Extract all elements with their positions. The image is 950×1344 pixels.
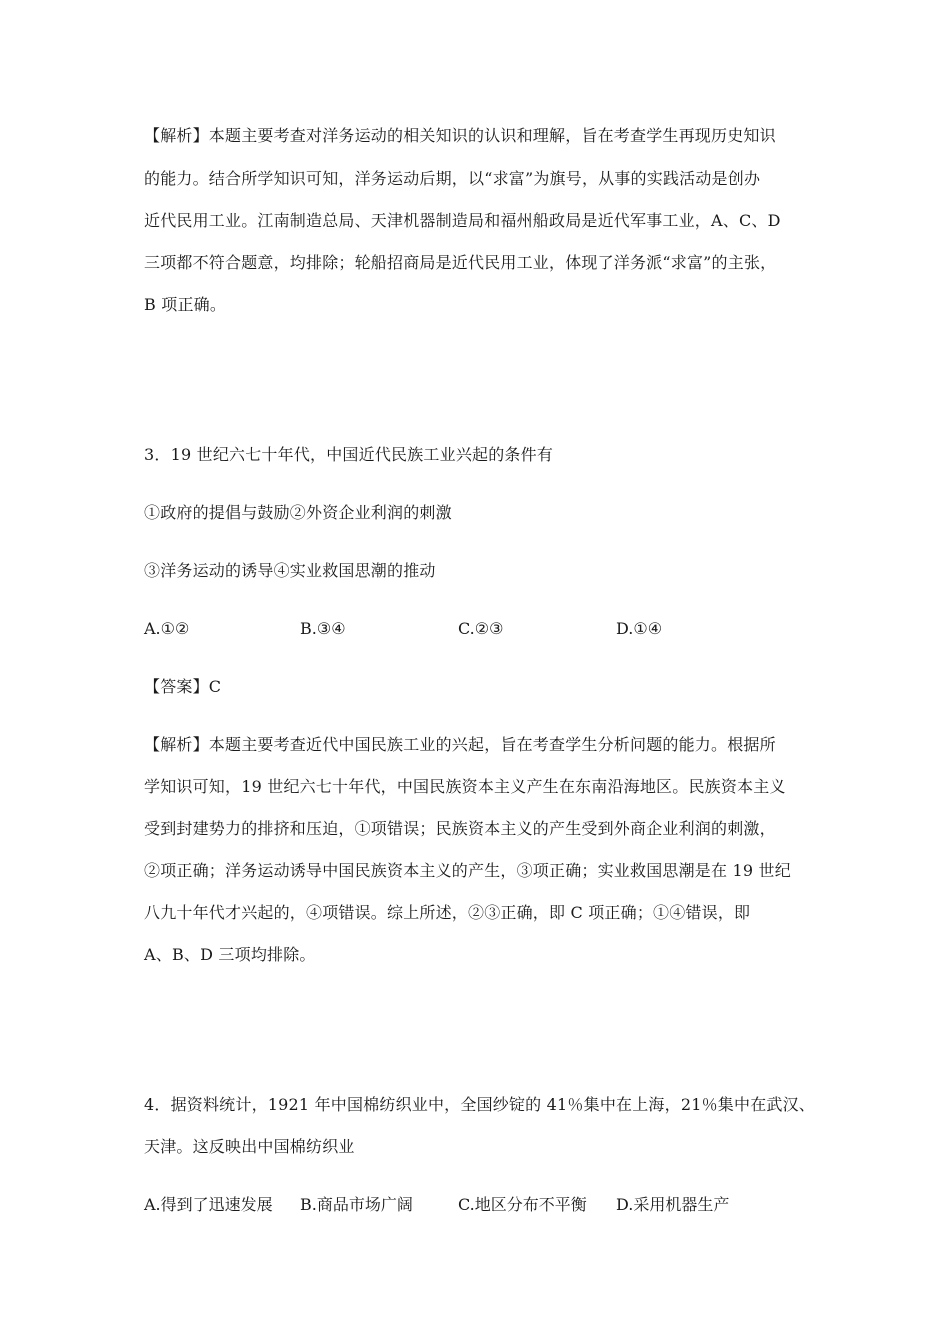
q2-analysis-line: 的能力。结合所学知识可知，洋务运动后期，以“求富”为旗号，从事的实践活动是创办 — [144, 169, 761, 188]
q4-stem-line-1: 4．据资料统计，1921 年中国棉纺织业中，全国纱锭的 41％集中在上海，21％集中在武汉、 — [144, 1095, 815, 1114]
q3-analysis-line: ②项正确；洋务运动诱导中国民族资本主义的产生，③项正确；实业救国思潮是在 19 世纪 — [144, 861, 791, 880]
q2-analysis-line: B 项正确。 — [144, 295, 227, 314]
q3-analysis-line: A、B、D 三项均排除。 — [144, 945, 316, 964]
q3-analysis-line: 八九十年代才兴起的，④项错误。综上所述，②③正确，即 C 项正确；①④错误，即 — [144, 903, 751, 922]
q4-option-a: A.得到了迅速发展 — [144, 1195, 273, 1214]
q3-option-a: A.①② — [144, 619, 190, 638]
q4-option-c: C.地区分布不平衡 — [458, 1195, 587, 1214]
q3-option-c: C.②③ — [458, 619, 504, 638]
q4-options — [144, 1195, 844, 1215]
q2-analysis-line: 三项都不符合题意，均排除；轮船招商局是近代民用工业，体现了洋务派“求富”的主张， — [144, 253, 777, 272]
q4-stem-line-2: 天津。这反映出中国棉纺织业 — [144, 1137, 355, 1156]
q3-items-line-1: ①政府的提倡与鼓励②外资企业利润的刺激 — [144, 503, 452, 522]
q4-option-d: D.采用机器生产 — [616, 1195, 730, 1214]
q3-option-b: B.③④ — [300, 619, 346, 638]
q4-option-b: B.商品市场广阔 — [300, 1195, 413, 1214]
q3-analysis-line: 受到封建势力的排挤和压迫，①项错误；民族资本主义的产生受到外商企业利润的刺激， — [144, 819, 776, 838]
q3-option-d: D.①④ — [616, 619, 663, 638]
q3-answer: 【答案】C — [144, 677, 222, 696]
q2-analysis-line: 【解析】本题主要考查对洋务运动的相关知识的认识和理解，旨在考查学生再现历史知识 — [144, 126, 776, 145]
q3-analysis-line: 【解析】本题主要考查近代中国民族工业的兴起，旨在考查学生分析问题的能力。根据所 — [144, 735, 776, 754]
q3-options — [144, 619, 844, 639]
q2-analysis-line: 近代民用工业。江南制造总局、天津机器制造局和福州船政局是近代军事工业，A、C、D — [144, 211, 781, 230]
q3-items-line-2: ③洋务运动的诱导④实业救国思潮的推动 — [144, 561, 436, 580]
q3-analysis-line: 学知识可知，19 世纪六七十年代，中国民族资本主义产生在东南沿海地区。民族资本主义 — [144, 777, 786, 796]
q3-stem: 3．19 世纪六七十年代，中国近代民族工业兴起的条件有 — [144, 445, 554, 464]
